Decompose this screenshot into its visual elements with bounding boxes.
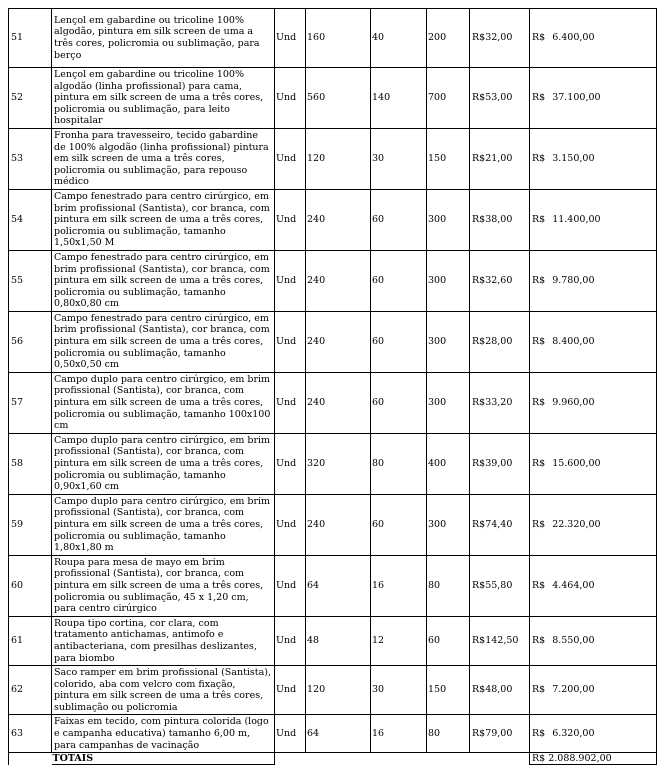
quantity-total-cell: 80 [427,715,470,753]
total-price-cell [530,372,657,433]
total-currency: R$ [532,579,546,591]
quantity-a-cell: 240 [306,311,371,372]
table-row [9,666,657,715]
total-value: 6.320,00 [552,728,595,740]
unit-cell: Und [275,250,306,311]
quantity-total-cell: 60 [427,616,470,665]
quantity-a-cell: 240 [306,189,371,250]
unit-cell: Und [275,128,306,189]
description-cell: Roupa para mesa de mayo em brim profissional (Santista), cor branca, com pintura em silk screen de uma a três cores, policromia ou sublimação, 45 x 1,20 cm, para centro cirúrgico [52,555,275,616]
unit-price-cell: R$32,60 [470,250,530,311]
description-cell: Fronha para travesseiro, tecido gabardine de 100% algodão (linha profissional) pintura em silk screen de uma a três cores, policromia ou sublimação, para repouso médico [52,128,275,189]
total-currency: R$ [532,458,546,469]
table-row [9,311,657,372]
unit-cell: Und [275,666,306,715]
item-number-cell: 60 [9,555,52,616]
grand-total-cell: R$ 2.088.902,00 [530,753,657,765]
unit-cell: Und [275,616,306,665]
item-number-cell: 62 [9,666,52,715]
total-value: 8.550,00 [552,635,595,647]
total-currency: R$ [532,92,546,104]
quantity-a-cell: 240 [306,250,371,311]
item-number-cell: 55 [9,250,52,311]
quantity-a-cell: 120 [306,666,371,715]
total-value: 7.200,00 [552,684,595,696]
quantity-total-cell: 80 [427,555,470,616]
unit-price-cell: R$142,50 [470,616,530,665]
item-number-cell: 59 [9,494,52,555]
item-number-cell: 54 [9,189,52,250]
description-cell: Campo duplo para centro cirúrgico, em brim profissional (Santista), cor branca, com pintura em silk screen de uma a três cores, policromia ou sublimação, tamanho 100x100 cm [52,372,275,433]
items-table-body [9,9,657,765]
quantity-total-cell: 300 [427,494,470,555]
item-number-cell: 53 [9,128,52,189]
totals-blank-cell [306,753,371,765]
total-currency: R$ [532,635,546,647]
total-currency: R$ [532,336,546,348]
total-price-cell [530,555,657,616]
total-price-cell [530,68,657,129]
unit-price-cell: R$79,00 [470,715,530,753]
quantity-b-cell: 60 [371,311,427,372]
unit-cell: Und [275,433,306,494]
total-value: 9.960,00 [552,397,595,409]
quantity-a-cell: 160 [306,9,371,68]
description-cell: Campo fenestrado para centro cirúrgico, em brim profissional (Santista), cor branca, com pintura em silk screen de uma a três cores, policromia ou sublimação, tamanho 1,50x1,50 M [52,189,275,250]
item-number-cell: 61 [9,616,52,665]
table-row [9,128,657,189]
unit-cell: Und [275,555,306,616]
table-row [9,9,657,68]
description-cell: Campo duplo para centro cirúrgico, em brim profissional (Santista), cor branca, com pintura em silk screen de uma a três cores, policromia ou sublimação, tamanho 0,90x1,60 cm [52,433,275,494]
totals-label: TOTAIS [52,753,275,765]
unit-price-cell: R$53,00 [470,68,530,129]
quantity-b-cell: 30 [371,666,427,715]
total-currency: R$ [532,397,546,409]
quantity-total-cell: 300 [427,250,470,311]
total-currency: R$ [532,728,546,740]
item-number-cell: 58 [9,433,52,494]
quantity-a-cell: 64 [306,715,371,753]
item-number-cell: 57 [9,372,52,433]
quantity-a-cell: 560 [306,68,371,129]
total-value: 11.400,00 [552,214,601,226]
item-number-cell: 63 [9,715,52,753]
total-price-cell [530,715,657,753]
quantity-total-cell: 700 [427,68,470,129]
unit-price-cell: R$55,80 [470,555,530,616]
total-value: 4.464,00 [552,579,595,591]
quantity-a-cell: 120 [306,128,371,189]
totals-blank-cell [427,753,470,765]
total-value: 22.320,00 [552,518,601,530]
quantity-a-cell: 64 [306,555,371,616]
table-row [9,555,657,616]
totals-spacer [9,753,52,765]
table-row [9,433,657,494]
quantity-a-cell: 240 [306,494,371,555]
total-value: 9.780,00 [552,275,595,287]
description-cell: Campo duplo para centro cirúrgico, em brim profissional (Santista), cor branca, com pintura em silk screen de uma a três cores, policromia ou sublimação, tamanho 1,80x1,80 m [52,494,275,555]
total-price-cell [530,9,657,68]
total-price-cell [530,616,657,665]
unit-price-cell: R$21,00 [470,128,530,189]
description-cell: Campo fenestrado para centro cirúrgico, em brim profissional (Santista), cor branca, com pintura em silk screen de uma a três cores, policromia ou sublimação, tamanho 0,80x0,80 cm [52,250,275,311]
total-currency: R$ [532,32,546,44]
total-price-cell [530,433,657,494]
unit-price-cell: R$39,00 [470,433,530,494]
total-price-cell [530,250,657,311]
quantity-b-cell: 60 [371,372,427,433]
total-price-cell [530,128,657,189]
total-currency: R$ [532,214,546,226]
unit-price-cell: R$33,20 [470,372,530,433]
description-cell: Faixas em tecido, com pintura colorida (logo e campanha educativa) tamanho 6,00 m, para campanhas de vacinação [52,715,275,753]
quantity-b-cell: 60 [371,250,427,311]
quantity-b-cell: 16 [371,555,427,616]
table-row [9,372,657,433]
quantity-total-cell: 300 [427,189,470,250]
totals-row [9,753,657,765]
quantity-b-cell: 60 [371,494,427,555]
quantity-a-cell: 320 [306,433,371,494]
unit-price-cell: R$48,00 [470,666,530,715]
total-currency: R$ [532,518,546,530]
total-price-cell [530,666,657,715]
description-cell: Saco ramper em brim profissional (Santista), colorido, aba com velcro com fixação, pintura em silk screen de uma a três cores, sublimação ou policromia [52,666,275,715]
quantity-b-cell: 30 [371,128,427,189]
items-table [8,8,657,765]
unit-price-cell: R$38,00 [470,189,530,250]
table-row [9,715,657,753]
totals-blank-cell [371,753,427,765]
total-currency: R$ [532,684,546,696]
total-price-cell [530,189,657,250]
unit-cell: Und [275,9,306,68]
unit-cell: Und [275,68,306,129]
quantity-total-cell: 400 [427,433,470,494]
description-cell: Lençol em gabardine ou tricoline 100% algodão, pintura em silk screen de uma a três cores, policromia ou sublimação, para berço [52,9,275,68]
quantity-b-cell: 140 [371,68,427,129]
total-value: 8.400,00 [552,336,595,348]
table-row [9,494,657,555]
table-row [9,616,657,665]
table-row [9,68,657,129]
unit-price-cell: R$32,00 [470,9,530,68]
quantity-a-cell: 240 [306,372,371,433]
quantity-b-cell: 80 [371,433,427,494]
quantity-a-cell: 48 [306,616,371,665]
totals-blank-cell [275,753,306,765]
unit-cell: Und [275,494,306,555]
quantity-total-cell: 300 [427,372,470,433]
description-cell: Lençol em gabardine ou tricoline 100% algodão (linha profissional) para cama, pintura em silk screen de uma a três cores, policromia ou sublimação, para leito hospitalar [52,68,275,129]
unit-cell: Und [275,189,306,250]
total-currency: R$ [532,153,546,165]
description-cell: Roupa tipo cortina, cor clara, com tratamento antichamas, antimofo e antibacteriana, com presilhas deslizantes, para biombo [52,616,275,665]
quantity-total-cell: 150 [427,128,470,189]
table-row [9,189,657,250]
total-value: 15.600,00 [552,458,601,469]
unit-cell: Und [275,715,306,753]
total-value: 37.100,00 [552,92,601,104]
quantity-b-cell: 60 [371,189,427,250]
total-price-cell [530,494,657,555]
total-value: 3.150,00 [552,153,595,165]
total-price-cell [530,311,657,372]
total-value: 6.400,00 [552,32,595,44]
table-row [9,250,657,311]
quantity-b-cell: 40 [371,9,427,68]
quantity-total-cell: 200 [427,9,470,68]
unit-cell: Und [275,311,306,372]
quantity-b-cell: 16 [371,715,427,753]
unit-price-cell: R$28,00 [470,311,530,372]
item-number-cell: 52 [9,68,52,129]
total-currency: R$ [532,275,546,287]
description-cell: Campo fenestrado para centro cirúrgico, em brim profissional (Santista), cor branca, com pintura em silk screen de uma a três cores, policromia ou sublimação, tamanho 0,50x0,50 cm [52,311,275,372]
item-number-cell: 56 [9,311,52,372]
quantity-total-cell: 150 [427,666,470,715]
quantity-total-cell: 300 [427,311,470,372]
quantity-b-cell: 12 [371,616,427,665]
totals-blank-cell [470,753,530,765]
item-number-cell: 51 [9,9,52,68]
unit-cell: Und [275,372,306,433]
unit-price-cell: R$74,40 [470,494,530,555]
